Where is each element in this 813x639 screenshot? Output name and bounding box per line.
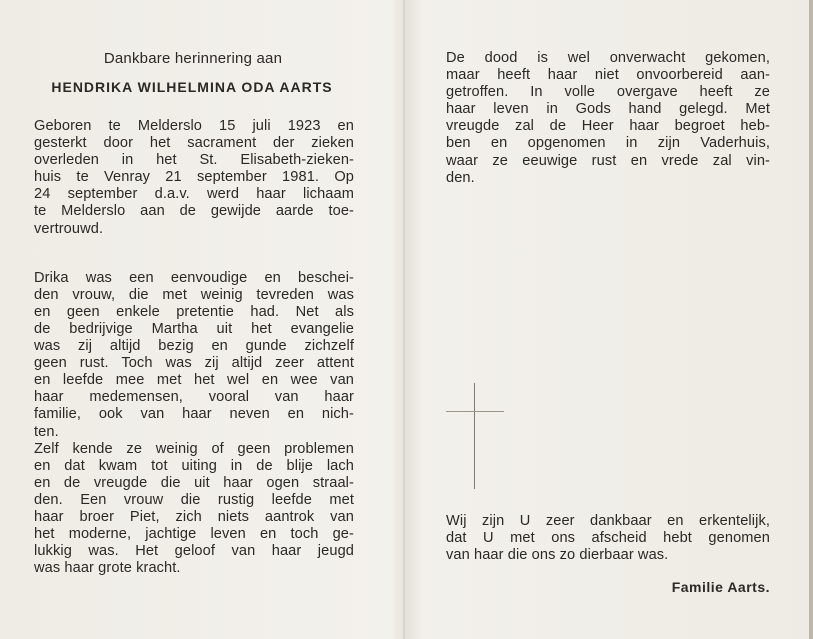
text-line: haar leven in Gods hand gelegd. Met: [446, 101, 770, 118]
text-line: was haar grote kracht.: [34, 560, 181, 577]
text-line: den. Een vrouw die rustig leefde met: [34, 491, 354, 508]
character-paragraph: [34, 270, 354, 441]
text-line: gesterkt door het sacrament der zieken: [34, 135, 354, 152]
text-line: en geen enkele pretentie had. Net als: [34, 303, 354, 320]
text-line: 24 september d.a.v. werd haar lichaam: [34, 186, 354, 203]
cross-vertical-bar: [474, 383, 475, 489]
life-paragraph: [34, 441, 354, 578]
cross-horizontal-bar: [446, 411, 504, 412]
text-line: vreugde zal de Heer haar begroet heb-: [446, 118, 770, 135]
text-line: het moderne, jachtige leven en toch ge-: [34, 526, 354, 543]
text-line: ben en opgenomen in zijn Vaderhuis,: [446, 135, 770, 152]
text-line: maar heeft haar niet onvoorbereid aan-: [446, 67, 770, 84]
text-line: Zelf kende ze weinig of geen problemen: [34, 440, 354, 457]
right-panel: [446, 50, 770, 187]
thanks-paragraph: [446, 513, 770, 564]
faith-paragraph: [446, 50, 770, 187]
card-header: Dankbare herinnering aan: [103, 50, 283, 67]
biography-paragraph: [34, 118, 354, 238]
deceased-name: HENDRIKA WILHELMINA ODA AARTS: [51, 79, 333, 95]
text-line: en de vreugde die uit haar ogen straal-: [34, 474, 354, 491]
text-line: vertrouwd.: [34, 220, 104, 237]
text-line: ten.: [34, 423, 59, 440]
text-line: geen rust. Toch was zij altijd zeer attent: [34, 355, 354, 372]
text-line: was zij altijd bezig en gunde zichzelf: [34, 338, 354, 355]
text-line: Geboren te Melderslo 15 juli 1923 en: [34, 118, 354, 134]
text-line: familie, ook van haar neven en nich-: [34, 406, 354, 423]
text-line: de bedrijvige Martha uit het evangelie: [34, 320, 354, 337]
text-line: Wij zijn U zeer dankbaar en erkentelijk,: [446, 513, 770, 529]
text-line: haar broer Piet, zich niets aantrok van: [34, 508, 354, 525]
text-line: te Melderslo aan de gewijde aarde toe-: [34, 203, 354, 220]
text-line: waar ze eeuwige rust en vrede zal vin-: [446, 152, 770, 169]
cross-icon: [446, 383, 504, 489]
text-line: Drika was een eenvoudige en beschei-: [34, 269, 354, 286]
text-line: lukkig was. Het geloof van haar jeugd: [34, 543, 354, 560]
text-line: De dood is wel onverwacht gekomen,: [446, 50, 770, 66]
text-line: dat U met ons afscheid hebt genomen: [446, 530, 770, 547]
fold-line: [403, 0, 405, 639]
text-line: den vrouw, die met weinig tevreden was: [34, 286, 354, 303]
text-line: en dat kwam tot uiting in de blije lach: [34, 457, 354, 474]
text-line: getroffen. In volle overgave heeft ze: [446, 84, 770, 101]
text-line: huis te Venray 21 september 1981. Op: [34, 169, 354, 186]
card-edge: [809, 0, 813, 639]
family-signature: Familie Aarts.: [671, 579, 770, 595]
text-line: den.: [446, 169, 475, 186]
text-line: haar medemensen, vooral van haar: [34, 389, 354, 406]
text-line: en leefde mee met het wel en wee van: [34, 372, 354, 389]
left-panel: [34, 50, 354, 577]
text-line: van haar die ons zo dierbaar was.: [446, 547, 669, 564]
text-line: overleden in het St. Elisabeth-zieken-: [34, 152, 354, 169]
